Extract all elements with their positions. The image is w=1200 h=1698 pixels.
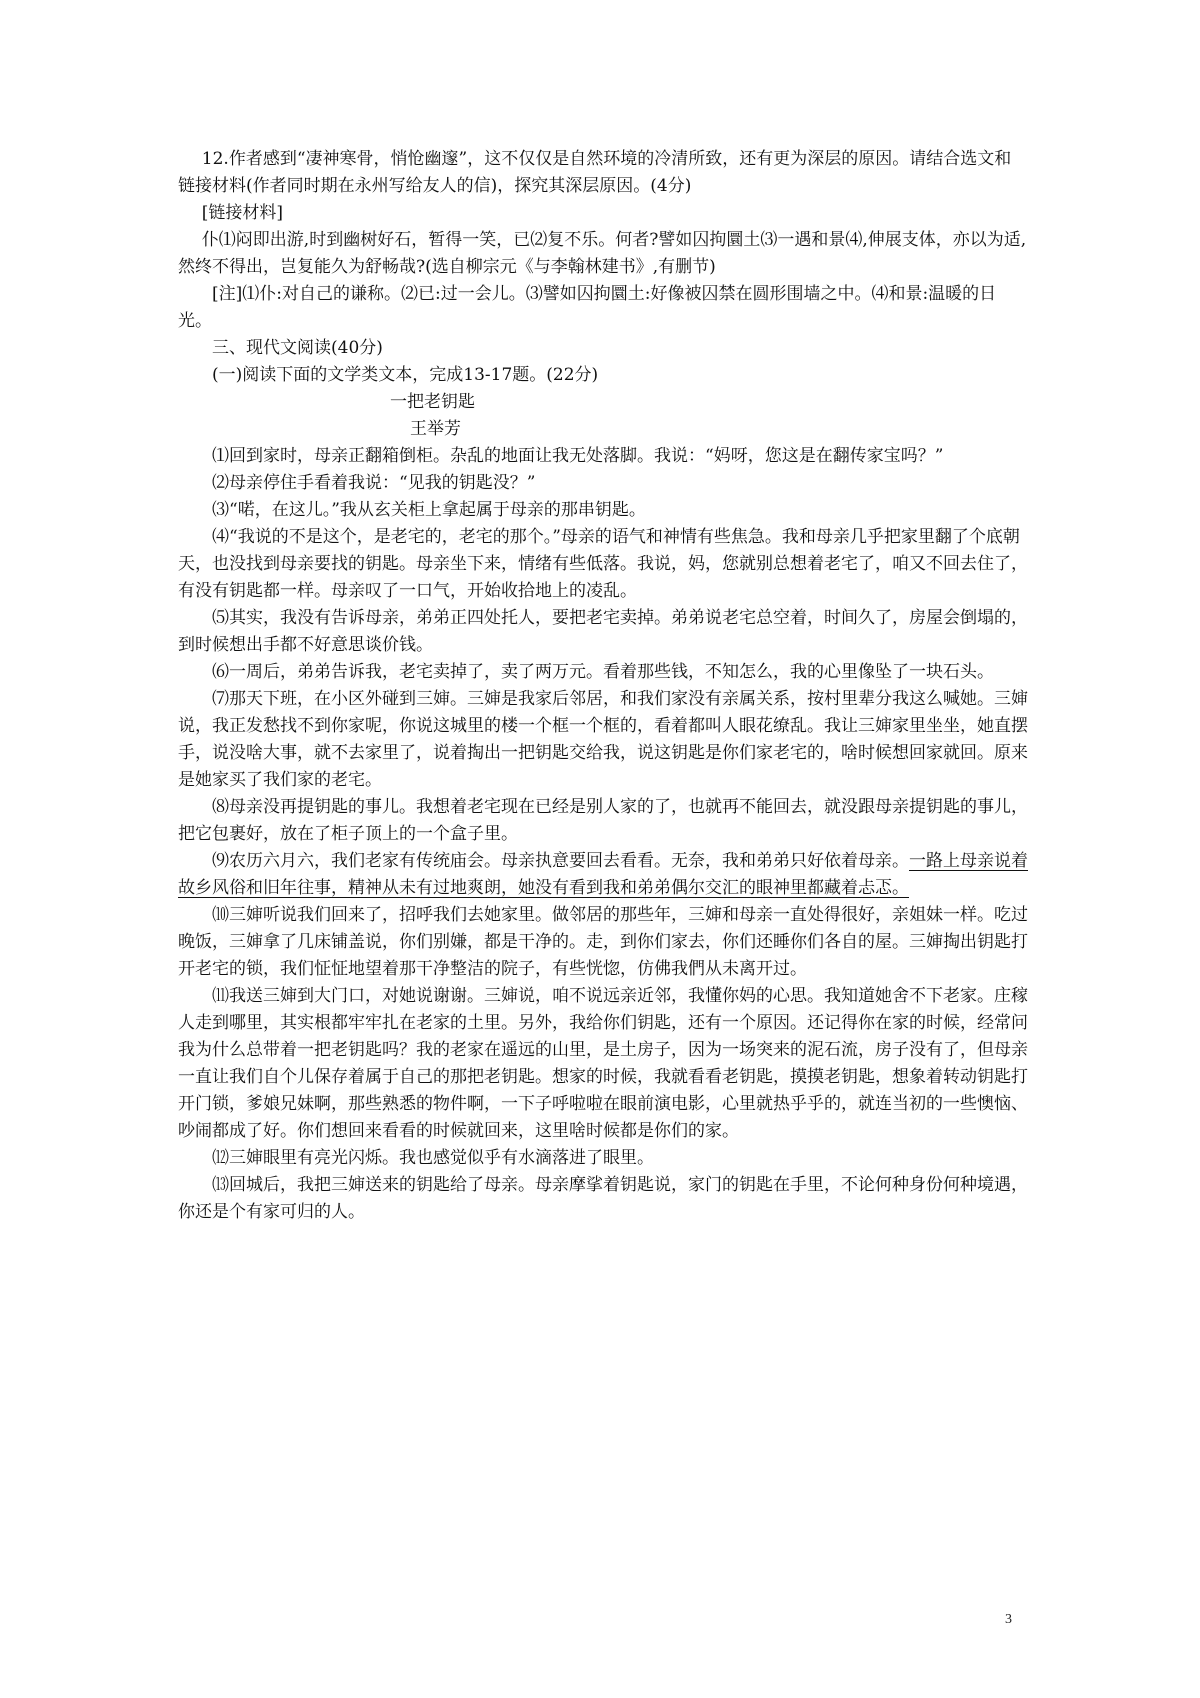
link-material-notes: [注]⑴仆:对自己的谦称。⑵已:过一会儿。⑶譬如囚拘圜土:好像被囚禁在圆形围墙之中。⑷和景:温暖的日光。 (178, 284, 997, 331)
link-material-heading: [链接材料] (201, 203, 284, 223)
page-content (178, 146, 1028, 1226)
story-paragraph: ⑹一周后，弟弟告诉我，老宅卖掉了，卖了两万元。看着那些钱，不知怎么，我的心里像坠了一块石头。 (212, 662, 994, 682)
story-paragraph: ⒀回城后，我把三婶送来的钥匙给了母亲。母亲摩挲着钥匙说，家门的钥匙在手里，不论何种身份何种境遇，你还是个有家可归的人。 (178, 1175, 1028, 1222)
underlined-sentence: 一路上母亲说着故乡风俗和旧年往事，精神从未有过地爽朗，她没有看到我和弟弟偶尔交汇的眼神里都藏着忐忑。 (178, 851, 1028, 898)
story-paragraph: ⑾我送三婶到大门口，对她说谢谢。三婶说，咱不说远亲近邻，我懂你妈的心思。我知道她舍不下老家。庄稼人走到哪里，其实根都牢牢扎在老家的土里。另外，我给你们钥匙，还有一个原因。还记得你在家的时候，经常问我为什么总带着一把老钥匙吗？我的老家在遥远的山里，是土房子，因为一场突来的泥石流，房子没有了，但母亲一直让我们自个儿保存着属于自己的那把老钥匙。想家的时候，我就看看老钥匙，摸摸老钥匙，想象着转动钥匙打开门锁，爹娘兄妹啊，那些熟悉的物件啊，一下子呼啦啦在眼前演电影，心里就热乎乎的，就连当初的一些懊恼、吵闹都成了好。你们想回来看看的时候就回来，这里啥时候都是你们的家。 (178, 986, 1028, 1141)
question-12: 12.作者感到“凄神寒骨，悄怆幽邃”，这不仅仅是自然环境的冷清所致，还有更为深层的原因。请结合选文和链接材料(作者同时期在永州写给友人的信)，探究其深层原因。(4分) (178, 149, 1012, 196)
story-paragraph: ⑽三婶听说我们回来了，招呼我们去她家里。做邻居的那些年，三婶和母亲一直处得很好，亲姐妹一样。吃过晚饭，三婶拿了几床铺盖说，你们别嫌，都是干净的。走，到你们家去，你们还睡你们各自的屋。三婶掏出钥匙打开老宅的锁，我们怔怔地望着那干净整洁的院子，有些恍惚，仿佛我們从未离开过。 (178, 905, 1028, 979)
story-paragraph: ⑴回到家时，母亲正翻箱倒柜。杂乱的地面让我无处落脚。我说：“妈呀，您这是在翻传家宝吗？” (212, 446, 944, 466)
story-paragraph-9 (178, 848, 1028, 902)
story-paragraph: ⑵母亲停住手看着我说：“见我的钥匙没？” (212, 473, 536, 493)
story-paragraph: ⑶“喏，在这儿。”我从玄关柜上拿起属于母亲的那串钥匙。 (212, 500, 646, 520)
story-paragraph: ⑺那天下班，在小区外碰到三婶。三婶是我家后邻居，和我们家没有亲属关系，按村里辈分我这么喊她。三婶说，我正发愁找不到你家呢，你说这城里的楼一个框一个框的，看着都叫人眼花缭乱。我让三婶家里坐坐，她直摆手，说没啥大事，就不去家里了，说着掏出一把钥匙交给我，说这钥匙是你们家老宅的，啥时候想回家就回。原来是她家买了我们家的老宅。 (178, 689, 1028, 790)
story-paragraph: ⑿三婶眼里有亮光闪烁。我也感觉似乎有水滴落进了眼里。 (212, 1148, 654, 1168)
link-material-body: 仆⑴闷即出游,时到幽树好石，暂得一笑，已⑵复不乐。何者?譬如囚拘圜土⑶一遇和景⑷,伸展支体，亦以为适,然终不得出，岂复能久为舒畅哉?(选自柳宗元《与李翰林建书》,有删节) (178, 230, 1027, 277)
story-paragraph-9-text: ⑼农历六月六，我们老家有传统庙会。母亲执意要回去看看。无奈，我和弟弟只好依着母亲。 (212, 851, 909, 871)
story-paragraph: ⑻母亲没再提钥匙的事儿。我想着老宅现在已经是别人家的了，也就再不能回去，就没跟母亲提钥匙的事儿，把它包裹好，放在了柜子顶上的一个盒子里。 (178, 797, 1028, 844)
section-sub-heading: (一)阅读下面的文学类文本，完成13-17题。(22分) (212, 365, 599, 385)
story-paragraph: ⑷“我说的不是这个，是老宅的，老宅的那个。”母亲的语气和神情有些焦急。我和母亲几乎把家里翻了个底朝天，也没找到母亲要找的钥匙。母亲坐下来，情绪有些低落。我说，妈，您就别总想着老宅了，咱又不回去住了，有没有钥匙都一样。母亲叹了一口气，开始收拾地上的凌乱。 (178, 527, 1028, 601)
story-title: 一把老钥匙 (390, 392, 475, 412)
story-paragraph: ⑸其实，我没有告诉母亲，弟弟正四处托人，要把老宅卖掉。弟弟说老宅总空着，时间久了，房屋会倒塌的，到时候想出手都不好意思谈价钱。 (178, 608, 1028, 655)
story-author: 王举芳 (410, 419, 461, 439)
page-number: 3 (1005, 1612, 1012, 1627)
section-heading: 三、现代文阅读(40分) (212, 338, 383, 358)
